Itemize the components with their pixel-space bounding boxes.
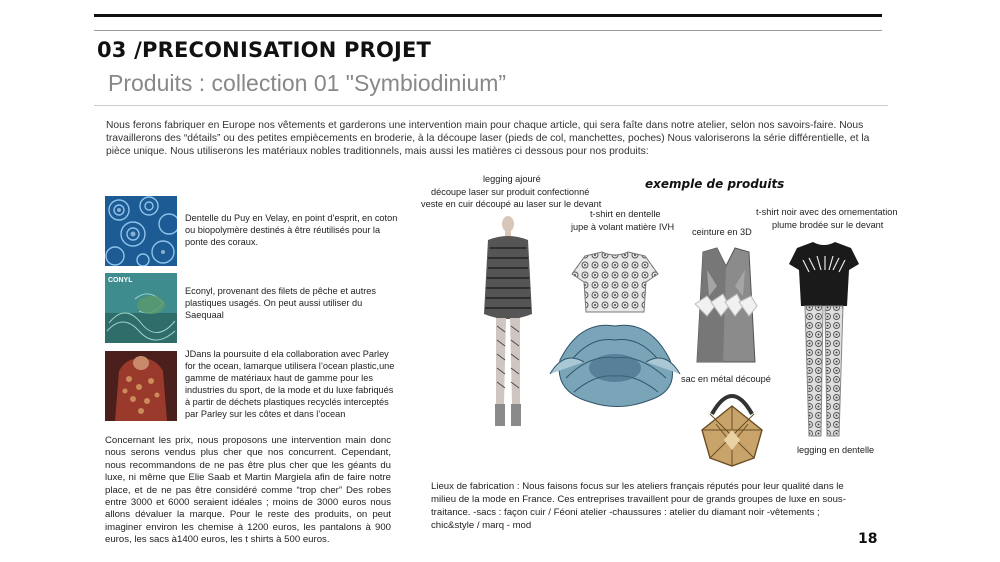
label-tshirt-dentelle: t-shirt en dentelle bbox=[590, 209, 661, 219]
econyl-thumbnail bbox=[105, 273, 177, 343]
label-jupe-volant: jupe à volant matière IVH bbox=[571, 222, 675, 232]
material-lace-text: Dentelle du Puy en Velay, en point d’esprit, en coton ou biopolymère destinés à être réutilisés pour la ponte des coraux. bbox=[185, 213, 398, 247]
top-rule-thin bbox=[94, 30, 882, 31]
product-3d-belt-jacket bbox=[693, 246, 759, 370]
label-veste-cuir: veste en cuir découpé au laser sur le devant bbox=[421, 199, 602, 209]
section-title: 03 /PRECONISATION PROJET bbox=[97, 38, 432, 62]
product-laser-cut-outfit bbox=[476, 214, 540, 440]
material-parley-text: JDans la poursuite d ela collaboration avec Parley for the ocean, lamarque utilisera l’ocean plastic,une gamme de matériaux haut de gamme pour les industries du sport, de la mode et du luxe fabriqués à partir de déchets plastiques recyclés interceptés par Parley sur les côtes et dans l’ocean bbox=[185, 349, 395, 419]
product-black-tshirt-legging bbox=[787, 240, 861, 440]
top-rule-thick bbox=[94, 14, 882, 17]
label-legging-ajoure: legging ajouré bbox=[483, 174, 541, 184]
label-tshirt-noir: t-shirt noir avec des ornementation bbox=[756, 207, 898, 217]
examples-title: exemple de produits bbox=[645, 177, 785, 191]
page-subtitle: Produits : collection 01 "Symbiodinium” bbox=[108, 70, 507, 96]
label-sac-metal: sac en métal découpé bbox=[681, 374, 771, 384]
econyl-brand-text: CONYL bbox=[108, 277, 133, 284]
parley-thumbnail bbox=[105, 351, 177, 421]
lace-coral-thumbnail bbox=[105, 196, 177, 266]
page-number: 18 bbox=[858, 531, 878, 547]
intro-paragraph: Nous ferons fabriquer en Europe nos vêtements et garderons une intervention main pour chaque article, qui sera faîte dans notre atelier, selon nos savoirs-faire. Nous travaillerons des “détails” ou des petites empiècements en broderie, à la découpe laser (pieds de col, manchettes, poches) Nous valoriserons la série différentielle, et la pièce unique. Nous utiliserons les matériaux nobles traditionnels, mais aussi les matières ci dessous pour nos produits: bbox=[106, 120, 870, 157]
label-decoupe-laser: découpe laser sur produit confectionné bbox=[431, 187, 590, 197]
pricing-paragraph: Concernant les prix, nous proposons une intervention main donc nous serons vendus plus cher que nos concurrent. Cependant, nous recommandons de ne pas être plus cher que les géants du luxe, ni même que Elie Saab et Martin Margiela afin de faire notre place, et de ne pas être considéré comme “trop cher” Des robes entre 3000 et 6000 seraient idéales ; moins de 3000 euros nous allons dévaluer la marque. Pour le reste des produits, on peut imaginer environ les chemise à 1200 euros, les pantalons à 900 euros, les sacs à1400 euros, les t shirts à 500 euros. bbox=[105, 435, 391, 546]
fabrication-paragraph: Lieux de fabrication : Nous faisons focus sur les ateliers français réputés pour leur qualité dans le milieu de la mode en France. Ces entreprises travaillent pour de grands groupes de luxe en sous-traitance. -sacs : façon cuir / Féoni atelier -chaussures : atelier du diamant noir -vêtements ; chic&style / marq - mod bbox=[431, 481, 846, 531]
material-econyl-text: Econyl, provenant des filets de pêche et autres plastiques usagés. On peut aussi utiliser du Saequaal bbox=[185, 286, 377, 320]
product-metal-bag bbox=[696, 384, 768, 468]
subtitle-rule bbox=[94, 105, 888, 106]
label-legging-dentelle: legging en dentelle bbox=[797, 445, 875, 455]
label-plume: plume brodée sur le devant bbox=[772, 220, 884, 230]
product-lace-tshirt-skirt bbox=[540, 250, 690, 420]
label-ceinture: ceinture en 3D bbox=[692, 227, 752, 237]
